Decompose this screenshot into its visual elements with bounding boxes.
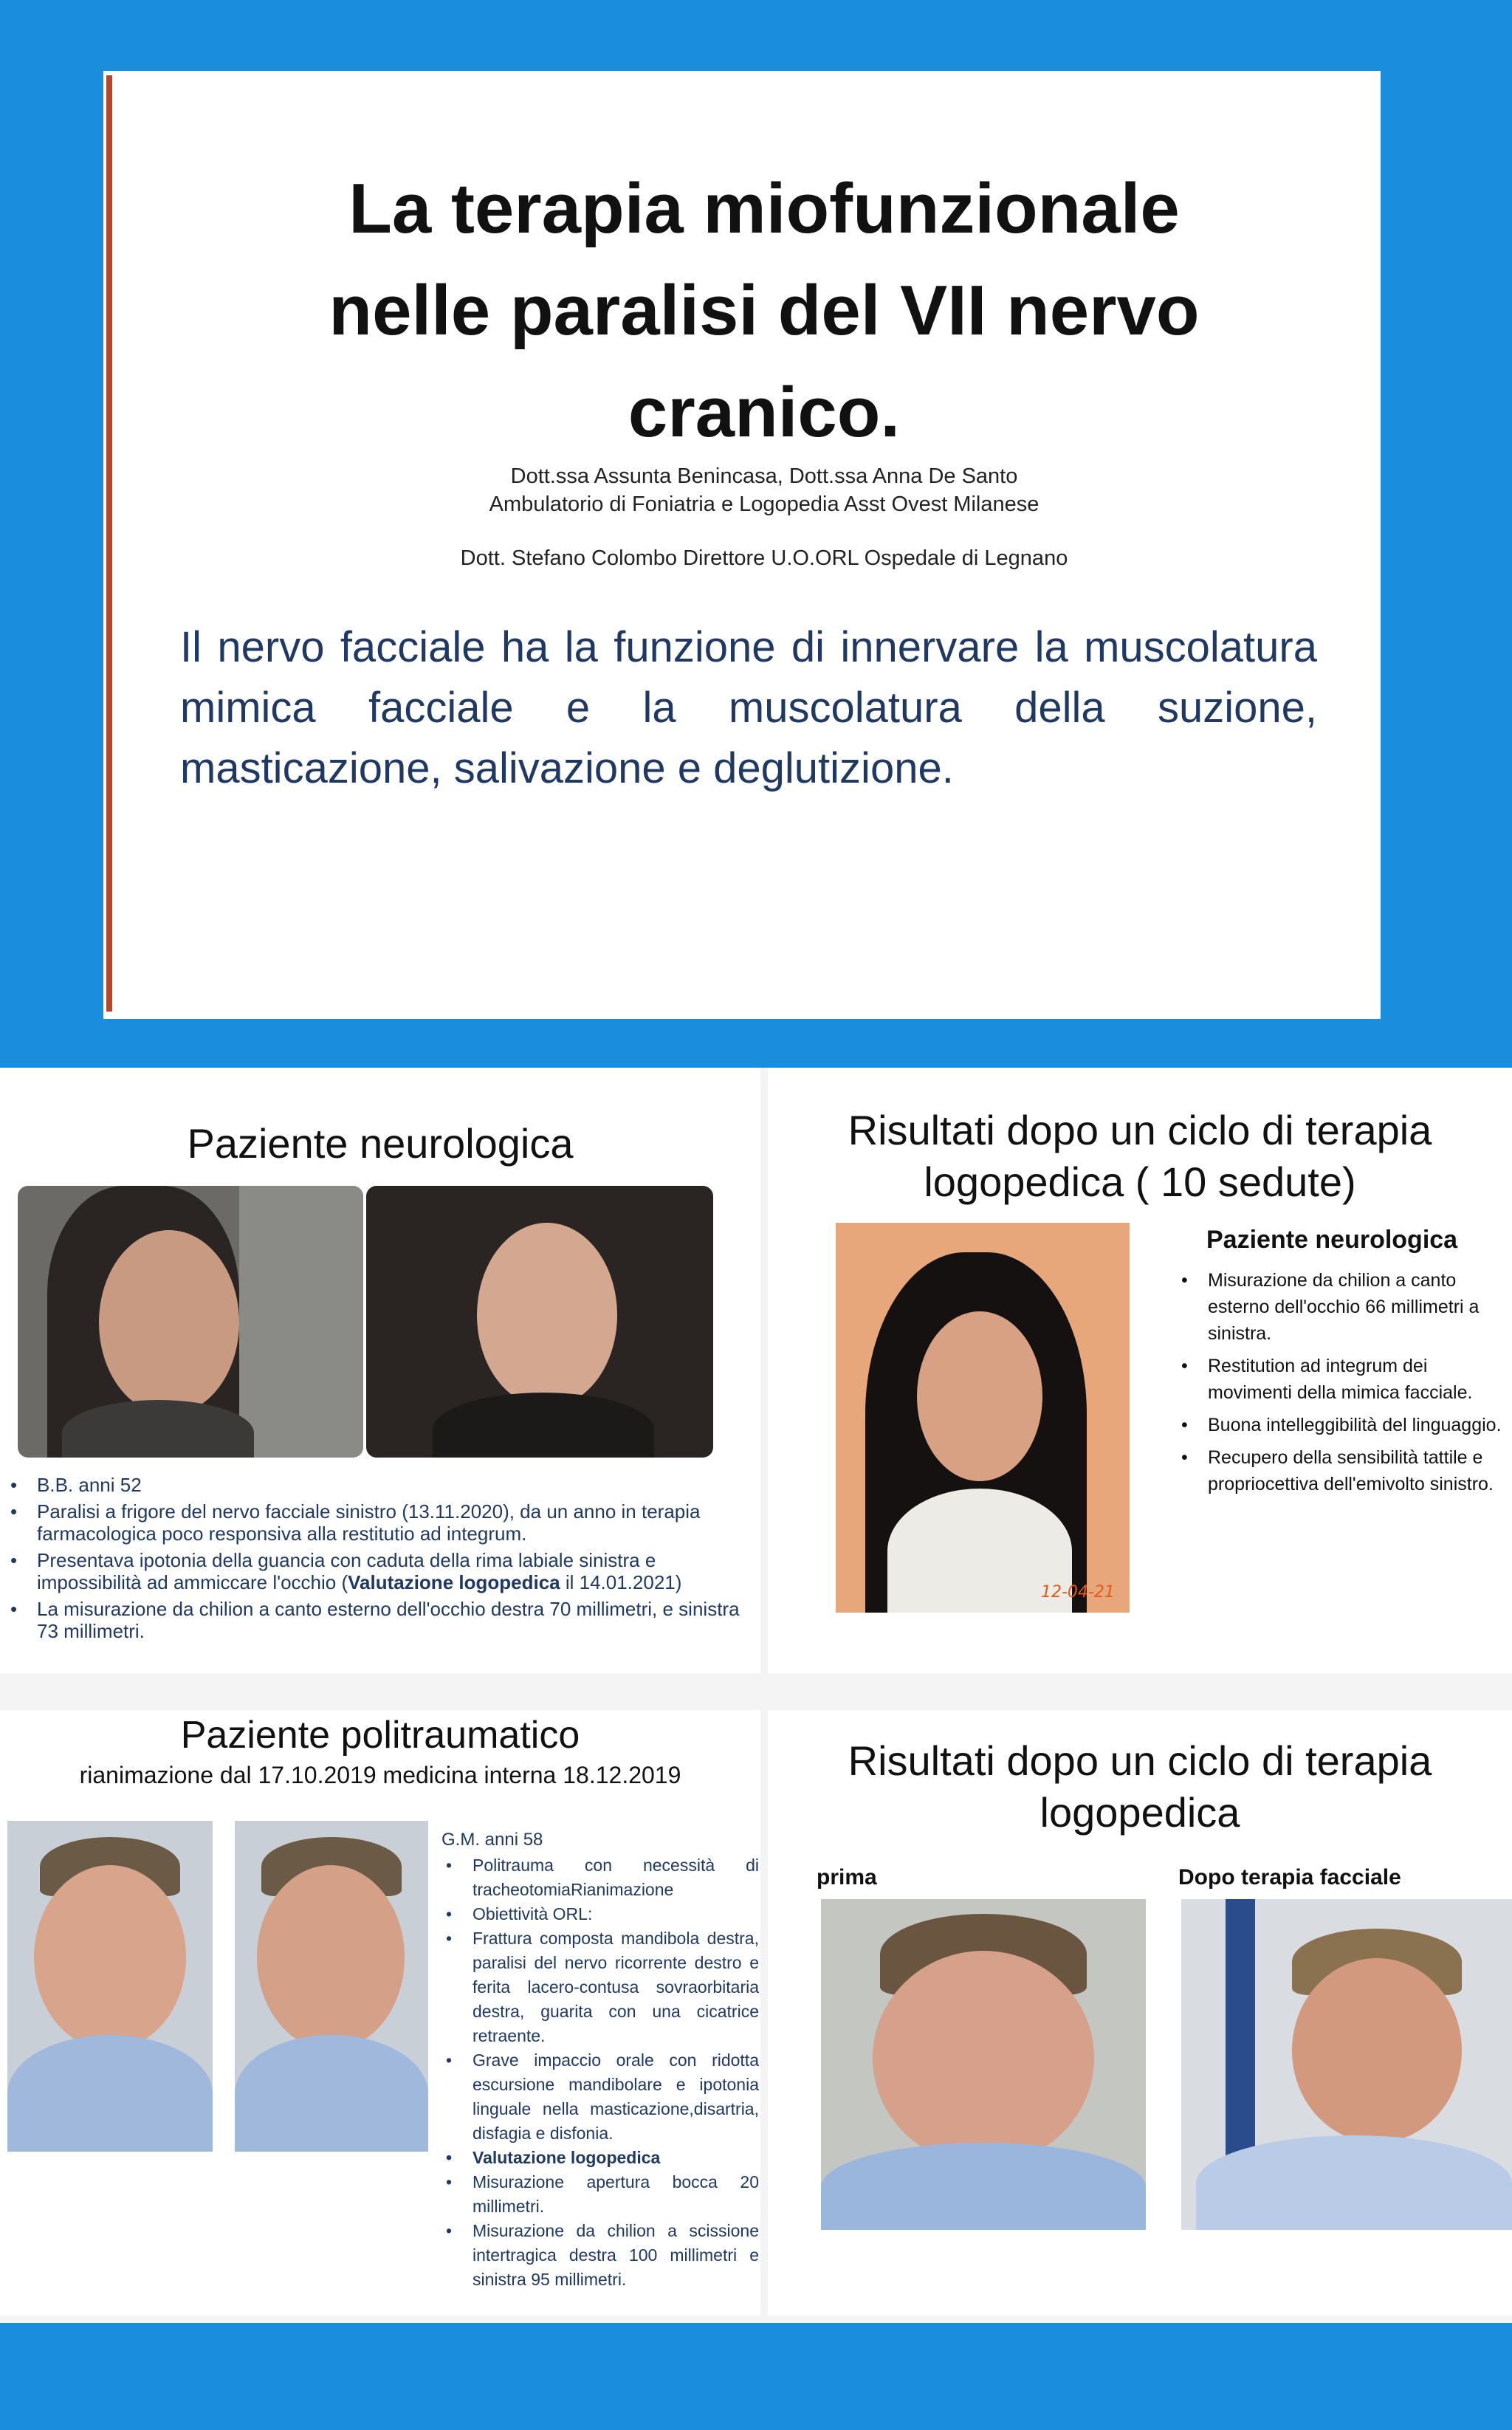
list-item: • Politrauma con necessità di tracheotomiaRianimazione (443, 1853, 759, 1902)
patient-photo-before (18, 1186, 363, 1458)
list-item: • Restitution ad integrum dei movimenti della mimica facciale. (1178, 1353, 1503, 1406)
label-after: Dopo terapia facciale (1178, 1865, 1401, 1890)
patient-photo-eye-closed (366, 1186, 713, 1458)
panel-neurological-patient (0, 1068, 760, 1673)
authors-names: Dott.ssa Assunta Benincasa, Dott.ssa Anna De Santo (510, 464, 1018, 488)
list-item: • Misurazione apertura bocca 20 millimetri. (443, 2170, 759, 2219)
slide-title (148, 158, 1381, 464)
patient-photo-before-therapy (821, 1899, 1146, 2230)
patient-photo-after-therapy (1181, 1899, 1512, 2230)
list-item: • Obiettività ORL: (443, 1902, 759, 1926)
list-item: • La misurazione da chilion a canto esterno dell'occhio destra 70 millimetri, e sinistra 73 millimetri. (7, 1598, 746, 1642)
patient-id: G.M. anni 58 (441, 1830, 543, 1850)
list-item: • Paralisi a frigore del nervo facciale sinistro (13.11.2020), da un anno in terapia farmacologica poco responsiva alla restitutio ad integrum. (7, 1500, 746, 1545)
list-item: • Valutazione logopedica (443, 2146, 759, 2170)
panel-subheading: rianimazione dal 17.10.2019 medicina interna 18.12.2019 (79, 1762, 681, 1788)
patient-photo-smile (7, 1821, 213, 2152)
title-line-1: La terapia miofunzionale (348, 169, 1180, 248)
title-slide (103, 71, 1381, 1019)
list-item: • Grave impaccio orale con ridotta escursione mandibolare e ipotonia linguale nella masticazione,disartria, disfagia e disfonia. (443, 2048, 759, 2146)
panel-heading: Paziente politraumatico (180, 1714, 580, 1757)
list-item: • Frattura composta mandibola destra, paralisi del nervo ricorrente destro e ferita lacero-contusa sovraorbitaria destra, guarita con una cicatrice retraente. (443, 1926, 759, 2048)
list-item: • Misurazione da chilion a canto esterno dell'occhio 66 millimetri a sinistra. (1178, 1267, 1503, 1347)
patient-photo-after (836, 1223, 1130, 1613)
title-line-2: nelle paralisi del VII nervo (329, 271, 1200, 350)
polytrauma-bullet-list (443, 1853, 759, 2292)
list-item: • Recupero della sensibilità tattile e propriocettiva dell'emivolto sinistro. (1178, 1444, 1503, 1497)
intro-text: Il nervo facciale ha la funzione di innervare la muscolatura mimica facciale e la muscolatura della suzione, masticazione, salivazione e deglutizione. (180, 623, 1317, 792)
panel-results-neurological (768, 1068, 1512, 1673)
authors-affiliation: Ambulatorio di Foniatria e Logopedia Asst Ovest Milanese (489, 492, 1040, 516)
panel-heading: Paziente neurologica (187, 1120, 574, 1167)
title-line-3: cranico. (628, 373, 901, 452)
evaluation-label: Valutazione logopedica (348, 1571, 560, 1593)
list-item: • B.B. anni 52 (7, 1474, 746, 1496)
list-item: • Misurazione da chilion a scissione intertragica destra 100 millimetri e sinistra 95 millimetri. (443, 2219, 759, 2292)
results-bullet-list (1178, 1267, 1503, 1497)
list-item: • Buona intelleggibilità del linguaggio. (1178, 1412, 1503, 1438)
neuro-bullet-list (7, 1474, 746, 1642)
panel-heading: Risultati dopo un ciclo di terapia logopedica (848, 1737, 1432, 1836)
panel-results-polytrauma (768, 1710, 1512, 2316)
authors (148, 462, 1381, 518)
slides-collage (0, 1068, 1512, 2323)
list-item: • Presentava ipotonia della guancia con caduta della rima labiale sinistra e impossibilità ad ammiccare l'occhio (Valutazione logopedica il 14.01.2021) (7, 1549, 746, 1593)
label-before: prima (817, 1865, 877, 1890)
panel-subheading: Paziente neurologica (1206, 1226, 1458, 1254)
panel-heading: Risultati dopo un ciclo di terapia logopedica ( 10 sedute) (848, 1107, 1432, 1205)
accent-bar (106, 75, 112, 1012)
photo-date-stamp: 12-04-21 (1041, 1583, 1115, 1602)
director-credit: Dott. Stefano Colombo Direttore U.O.ORL Ospedale di Legnano (460, 546, 1068, 570)
panel-polytrauma-patient (0, 1710, 760, 2316)
patient-photo-frown (235, 1821, 428, 2152)
